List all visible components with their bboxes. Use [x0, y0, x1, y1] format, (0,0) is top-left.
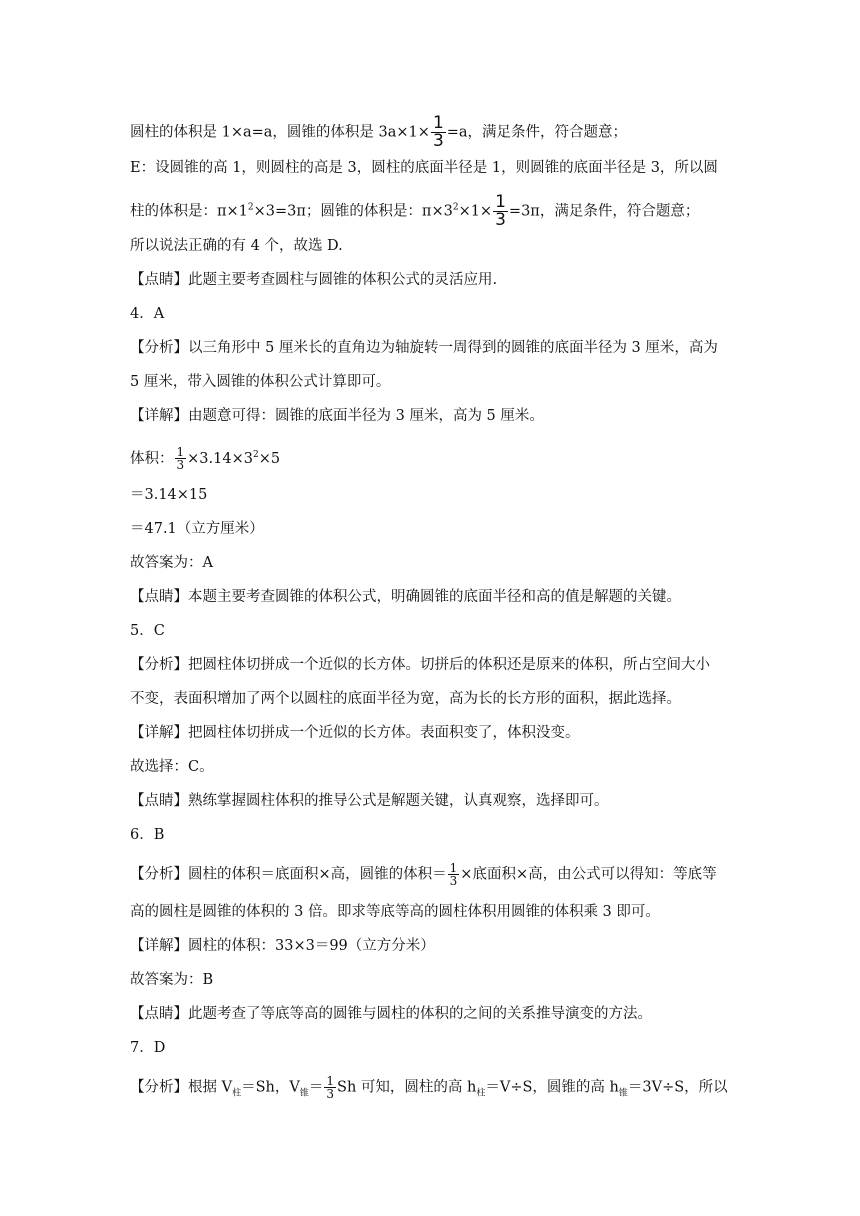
- text-run: 【分析】根据 V: [130, 1079, 233, 1096]
- text-run: 体积：: [130, 450, 174, 467]
- text-run: ×3.14×3: [187, 450, 253, 467]
- text-line: [130, 115, 780, 150]
- text-line: 不变，表面积增加了两个以圆柱的底面半径为宽，高为长的长方形的面积，据此选择。: [130, 691, 681, 707]
- text-line: 【分析】把圆柱体切拼成一个近似的长方体。切拼后的体积还是原来的体积，所占空间大小: [130, 657, 710, 673]
- text-line: 【详解】把圆柱体切拼成一个近似的长方体。表面积变了，体积没变。: [130, 725, 580, 741]
- fraction-one-third: $\frac{1}{3}$: [326, 1074, 335, 1101]
- text-line: 【点睛】熟练掌握圆柱体积的推导公式是解题关键，认真观察，选择即可。: [130, 793, 609, 809]
- text-run: ×1×: [458, 203, 493, 220]
- text-run: ×3=3π；圆锥的体积是：π×3: [253, 203, 453, 220]
- text-run: ×底面积×高，由公式可以得知：等底等: [460, 866, 717, 883]
- superscript: 2: [252, 450, 259, 460]
- text-line: [130, 194, 780, 229]
- fraction-one-third: $\frac{1}{3}$: [176, 445, 185, 473]
- subscript: 柱: [232, 1088, 242, 1099]
- text-line: [130, 862, 780, 887]
- text-line: 故答案为：B: [130, 972, 214, 988]
- text-line: E：设圆锥的高 1，则圆柱的高是 3，圆柱的底面半径是 1，则圆锥的底面半径是 3，所以圆: [130, 160, 718, 176]
- question-number: 7．D: [130, 1040, 166, 1056]
- fraction-one-third: $\frac{1}{3}$: [495, 192, 506, 230]
- subscript: 锥: [299, 1088, 309, 1099]
- text-line: 【点睛】此题主要考查圆柱与圆锥的体积公式的灵活应用.: [130, 272, 498, 288]
- text-line: 【详解】由题意可得：圆锥的底面半径为 3 厘米，高为 5 厘米。: [130, 408, 544, 424]
- text-line: 【分析】以三角形中 5 厘米长的直角边为轴旋转一周得到的圆锥的底面半径为 3 厘米，高为: [130, 340, 718, 356]
- subscript: 锥: [618, 1088, 628, 1099]
- text-line: ＝47.1（立方厘米）: [130, 521, 264, 537]
- text-run: ＝3V÷S，所以: [627, 1079, 728, 1096]
- text-line: 【详解】圆柱的体积：33×3＝99（立方分米）: [130, 938, 435, 954]
- text-run: ＝: [308, 1079, 324, 1096]
- text-line: 【点睛】本题主要考查圆锥的体积公式，明确圆锥的底面半径和高的值是解题的关键。: [130, 589, 681, 605]
- text-line: ＝3.14×15: [130, 487, 208, 503]
- text-line: [130, 444, 780, 471]
- text-line: 所以说法正确的有 4 个，故选 D.: [130, 238, 343, 254]
- fraction-one-third: $\frac{1}{3}$: [449, 861, 458, 888]
- text-run: 【分析】圆柱的体积＝底面积×高，圆锥的体积＝: [130, 866, 447, 883]
- superscript: 2: [247, 202, 254, 213]
- text-line: 5 厘米，带入圆锥的体积公式计算即可。: [130, 374, 391, 390]
- question-number: 4．A: [130, 306, 165, 322]
- text-line: [130, 1075, 780, 1104]
- text-run: ＝V÷S，圆锥的高 h: [485, 1079, 619, 1096]
- question-number: 6．B: [130, 827, 165, 843]
- text-run: Sh 可知，圆柱的高 h: [337, 1079, 477, 1096]
- fraction-one-third: $\frac{1}{3}$: [432, 113, 444, 151]
- text-run: =a，满足条件，符合题意；: [446, 124, 628, 141]
- subscript: 柱: [476, 1088, 486, 1099]
- text-line: 故答案为：A: [130, 555, 213, 571]
- text-run: ×5: [258, 450, 281, 467]
- text-line: 高的圆柱是圆锥的体积的 3 倍。即求等底等高的圆柱体积用圆锥的体积乘 3 即可。: [130, 904, 660, 920]
- question-number: 5．C: [130, 623, 165, 639]
- text-run: =3π，满足条件，符合题意；: [508, 203, 700, 220]
- text-run: 圆柱的体积是 1×a=a，圆锥的体积是 3a×1×: [130, 124, 430, 141]
- text-run: 柱的体积是：π×1: [130, 203, 248, 220]
- text-line: 故选择：C。: [130, 759, 214, 775]
- text-run: ＝Sh，V: [241, 1079, 300, 1096]
- superscript: 2: [452, 202, 459, 213]
- text-line: 【点睛】此题考查了等底等高的圆锥与圆柱的体积的之间的关系推导演变的方法。: [130, 1006, 652, 1022]
